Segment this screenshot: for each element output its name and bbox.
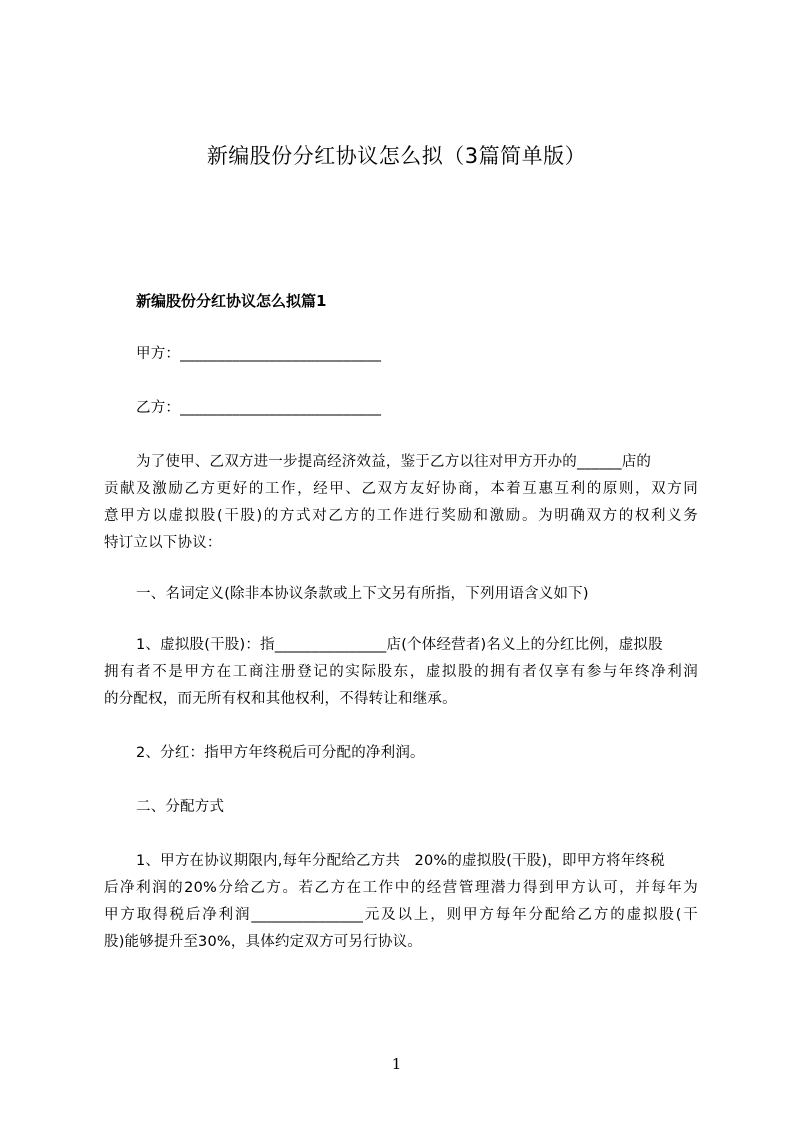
party-a-line: 甲方：___________________________	[136, 346, 382, 362]
intro-line: 为了使甲、乙双方进一步提高经济效益，鉴于乙方以往对甲方开办的______店的	[136, 454, 652, 470]
intro-line: 意甲方以虚拟股(干股)的方式对乙方的工作进行奖励和激励。为明确双方的权利义务	[104, 508, 698, 524]
document-title: 新编股份分红协议怎么拟（3篇简单版）	[206, 144, 587, 168]
section-heading: 新编股份分红协议怎么拟篇1	[136, 292, 327, 310]
clause-line: 后净利润的20%分给乙方。若乙方在工作中的经营管理潜力得到甲方认可，并每年为	[104, 880, 698, 896]
clause-line: 1、甲方在协议期限内,每年分配给乙方共 20%的虚拟股(干股)，即甲方将年终税	[136, 853, 665, 869]
clause-line: 1、虚拟股(干股)：指_______________店(个体经营者)名义上的分红比例，虚拟股	[136, 637, 663, 653]
intro-line: 特订立以下协议：	[104, 535, 222, 551]
clause-line: 股)能够提升至30%，具体约定双方可另行协议。	[104, 934, 422, 950]
clause-heading: 一、名词定义(除非本协议条款或上下文另有所指，下列用语含义如下)	[136, 586, 589, 602]
clause-line: 拥有者不是甲方在工商注册登记的实际股东，虚拟股的拥有者仅享有参与年终净利润	[104, 664, 698, 680]
intro-line: 贡献及激励乙方更好的工作，经甲、乙双方友好协商，本着互惠互利的原则，双方同	[104, 481, 698, 497]
page-number: 1	[391, 1055, 402, 1073]
clause-line: 2、分红：指甲方年终税后可分配的净利润。	[136, 745, 425, 761]
party-b-line: 乙方：___________________________	[136, 400, 382, 416]
clause-heading: 二、分配方式	[136, 799, 225, 815]
clause-line: 甲方取得税后净利润_______________元及以上，则甲方每年分配给乙方的虚拟股(干	[104, 907, 698, 923]
clause-line: 的分配权，而无所有权和其他权利，不得转让和继承。	[104, 691, 457, 707]
